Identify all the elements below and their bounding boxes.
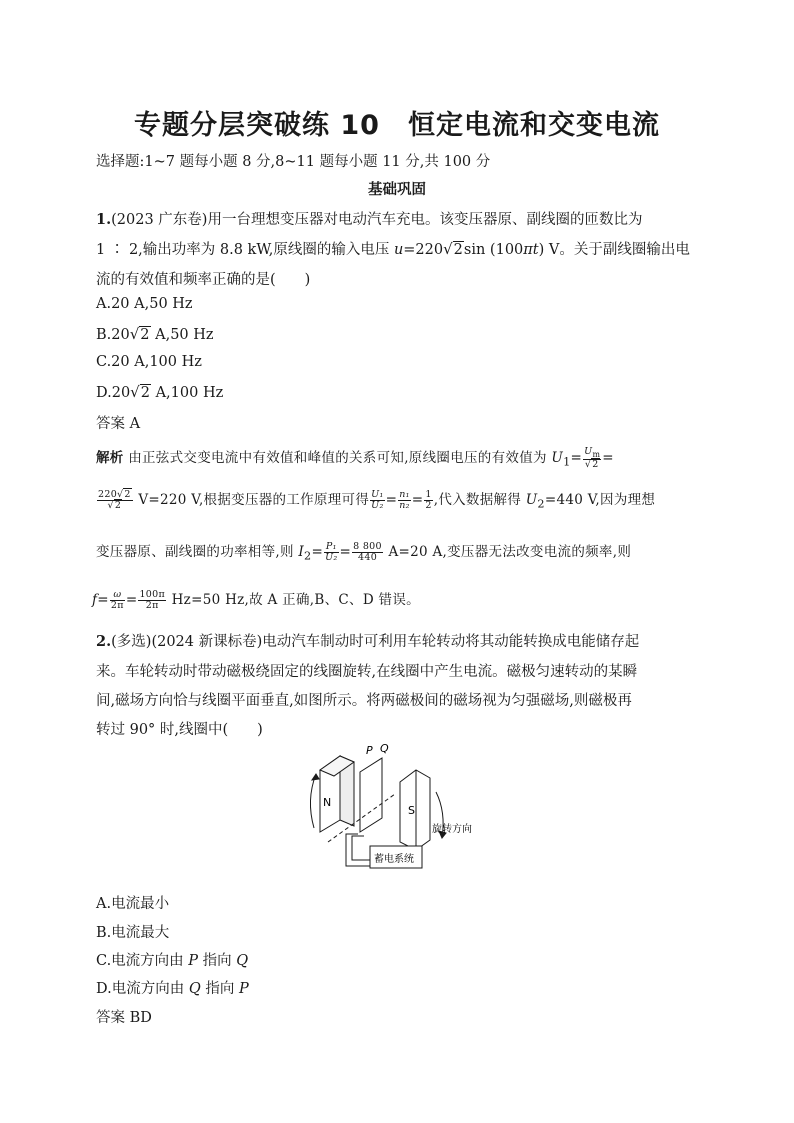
question-2-line-4: 转过 90° 时,线圈中( ) — [96, 722, 263, 738]
rotation-arrow-left — [310, 774, 316, 828]
page-title: 专题分层突破练 10 恒定电流和交变电流 — [134, 110, 660, 141]
label-s: S — [408, 804, 415, 817]
question-2-line-1: 2.(多选)(2024 新课标卷)电动汽车制动时可利用车轮转动将其动能转换成电能储存起 — [96, 633, 640, 650]
question-1-answer: 答案 A — [96, 416, 141, 432]
question-1-line-2: 1 ∶ 2,输出功率为 8.8 kW,原线圈的输入电压 u=220√2sin (100πt) V。关于副线圈输出电 — [96, 240, 690, 258]
solution-1-line-2: $\frac{220√2}{√2}$ V=220 V,根据变压器的工作原理可得 $\frac{\text{U₁}}{\text{U₂}}$ = $\frac{\text{n₁}}{\text{n₂}}$ = $\frac{1}{2}$ ,代入数据解得 $U_2=440$ V,因为理想 — [98, 489, 656, 511]
question-2-option-a: A.电流最小 — [96, 896, 170, 912]
coil-plane — [360, 758, 382, 832]
storage-label: 蓄电系统 — [374, 854, 414, 865]
intro-text: 选择题:1~7 题每小题 8 分,8~11 题每小题 11 分,共 100 分 — [96, 154, 491, 170]
question-2-line-3: 间,磁场方向恰与线圈平面垂直,如图所示。将两磁极间的磁场视为匀强磁场,则磁极再 — [96, 693, 632, 709]
question-2-line-2: 来。车轮转动时带动磁极绕固定的线圈旋转,在线圈中产生电流。磁极匀速转动的某瞬 — [96, 664, 638, 680]
section-heading: 基础巩固 — [368, 182, 426, 198]
question-2-option-c: C.电流方向由 P 指向 Q — [96, 953, 249, 969]
question-2-option-b: B.电流最大 — [96, 925, 170, 941]
label-q: Q — [380, 742, 389, 755]
label-n: N — [323, 796, 332, 809]
question-2-answer: 答案 BD — [96, 1010, 152, 1026]
generator-figure — [300, 742, 500, 877]
question-1-option-d: D.20√2 A,100 Hz — [96, 383, 224, 401]
wire-1 — [346, 834, 370, 866]
rotation-label: 旋转方向 — [432, 824, 472, 835]
question-2-option-d: D.电流方向由 Q 指向 P — [96, 981, 249, 997]
solution-label: 解析 — [96, 450, 124, 466]
solution-1-line-1: 解析 由正弦式交变电流中有效值和峰值的关系可知,原线圈电压的有效值为 $U_1=$ $\frac{U_m}{√2}$ = — [96, 445, 614, 471]
solution-1-line-4: f= $\frac{\omega}{2\pi}$ = $\frac{100\pi}{2\pi}$ Hz=50 Hz,故 A 正确,B、C、D 错误。 — [92, 589, 420, 611]
label-p: P — [366, 744, 373, 757]
solution-1-line-3: 变压器原、副线圈的功率相等,则 $I_2=$ $\frac{\text{P₁}}{\text{U₂}}$ = $\frac{8 800}{440}$ A=20 A,变压器无法改变电流的频率,则 — [96, 541, 632, 563]
magnet-s-block — [400, 770, 430, 850]
question-1-number: 1. — [96, 211, 112, 228]
question-1-line-3: 流的有效值和频率正确的是( ) — [96, 272, 311, 288]
question-1-line-1: 1.(2023 广东卷)用一台理想变压器对电动汽车充电。该变压器原、副线圈的匝数比为 — [96, 211, 643, 228]
question-1-option-c: C.20 A,100 Hz — [96, 354, 202, 370]
question-1-option-a: A.20 A,50 Hz — [96, 296, 193, 312]
question-2-number: 2. — [96, 633, 112, 650]
wire-2 — [352, 836, 370, 860]
question-1-option-b: B.20√2 A,50 Hz — [96, 325, 214, 343]
